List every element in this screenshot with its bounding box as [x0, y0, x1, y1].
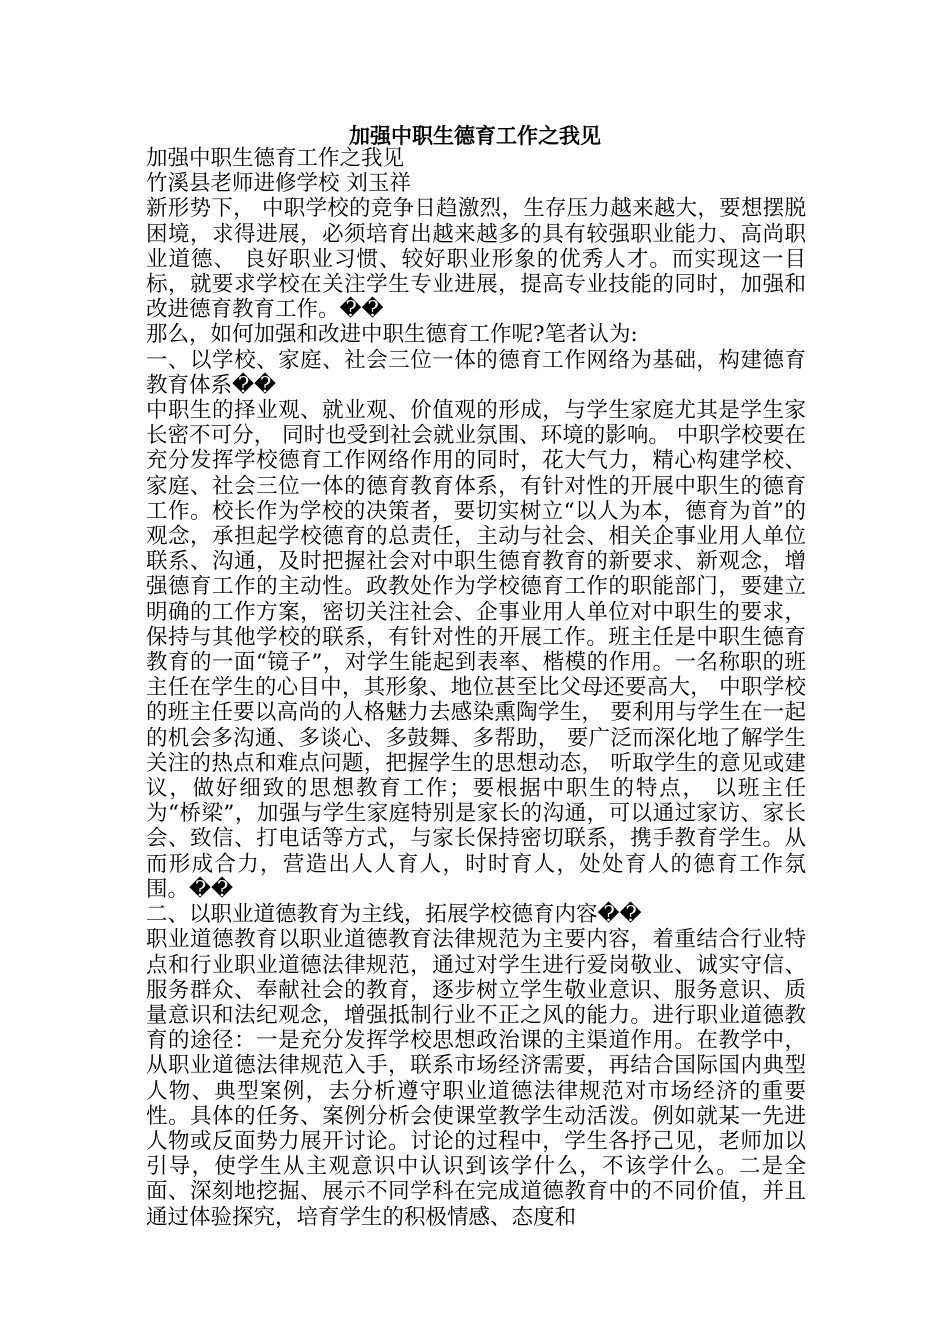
question-paragraph: 那么，如何加强和改进中职生德育工作呢?笔者认为: [146, 322, 638, 348]
section-heading-1: 一、以学校、家庭、社会三位一体的德育工作网络为基础，构建德育教育体系�� [146, 347, 806, 398]
document-title: 加强中职生德育工作之我见 [349, 123, 601, 148]
author-line: 竹溪县老师进修学校 刘玉祥 [146, 171, 411, 197]
subtitle-paragraph: 加强中职生德育工作之我见 [146, 146, 405, 171]
section-1-paragraph: 中职生的择业观、就业观、价值观的形成，与学生家庭尤其是学生家长密不可分， 同时也受到社会就业氛围、环境的影响。 中职学校要在充分发挥学校德育工作网络作用的同时，花大气力，精心构建学校、家庭、社会三位一体的德育教育体系，有针对性的开展中职生的德育工作。校长作为学校的决策者，要切实树立“以人为本，德育为首”的观念，承担起学校德育的总责任，主动与社会、相关企事业用人单位联系、沟通，及时把握社会对中职生德育教育的新要求、新观念，增强德育工作的主动性。政教处作为学校德育工作的职能部门，要建立明确的工作方案，密切关注社会、企事业用人单位对中职生的要求，保持与其他学校的联系，有针对性的开展工作。班主任是中职生德育教育的一面“镜子”，对学生能起到表率、楷模的作用。一名称职的班主任在学生的心目中，其形象、地位甚至比父母还要高大， 中职学校的班主任要以高尚的人格魅力去感染熏陶学生， 要利用与学生在一起的机会多沟通、多谈心、多鼓舞、多帮助， 要广泛而深化地了解学生关注的热点和难点问题，把握学生的思想动态， 听取学生的意见或建议，做好细致的思想教育工作；要根据中职生的特点， 以班主任为“桥梁”，加强与学生家庭特别是家长的沟通，可以通过家访、家长会、致信、打电话等方式，与家长保持密切联系，携手教育学生。从而形成合力，营造出人人育人，时时育人，处处育人的德育工作氛围。�� [146, 398, 806, 902]
document-body [146, 146, 806, 1230]
section-2-paragraph: 职业道德教育以职业道德教育法律规范为主要内容，着重结合行业特点和行业职业道德法律规范，通过对学生进行爱岗敬业、诚实守信、服务群众、奉献社会的教育，逐步树立学生敬业意识、服务意识、质量意识和法纪观念，增强抵制行业不正之风的能力。进行职业道德教育的途径：一是充分发挥学校思想政治课的主渠道作用。在教学中，从职业道德法律规范入手，联系市场经济需要，再结合国际国内典型人物、典型案例，去分析遵守职业道德法律规范对市场经济的重要性。具体的任务、案例分析会使课堂教学生动活泼。例如就某一先进人物或反面势力展开讨论。讨论的过程中，学生各抒己见，老师加以引导，使学生从主观意识中认识到该学什么，不该学什么。二是全面、深刻地挖掘、展示不同学科在完成道德教育中的不同价值，并且通过体验探究，培育学生的积极情感、态度和 [146, 927, 806, 1230]
intro-paragraph: 新形势下， 中职学校的竞争日趋激烈，生存压力越来越大，要想摆脱困境，求得进展，必须培育出越来越多的具有较强职业能力、高尚职业道德、 良好职业习惯、较好职业形象的优秀人才。而实现这一目标，就要求学校在关注学生专业进展，提高专业技能的同时，加强和改进德育教育工作。�� [146, 196, 806, 323]
section-heading-2: 二、以职业道德教育为主线，拓展学校德育内容�� [146, 902, 642, 928]
